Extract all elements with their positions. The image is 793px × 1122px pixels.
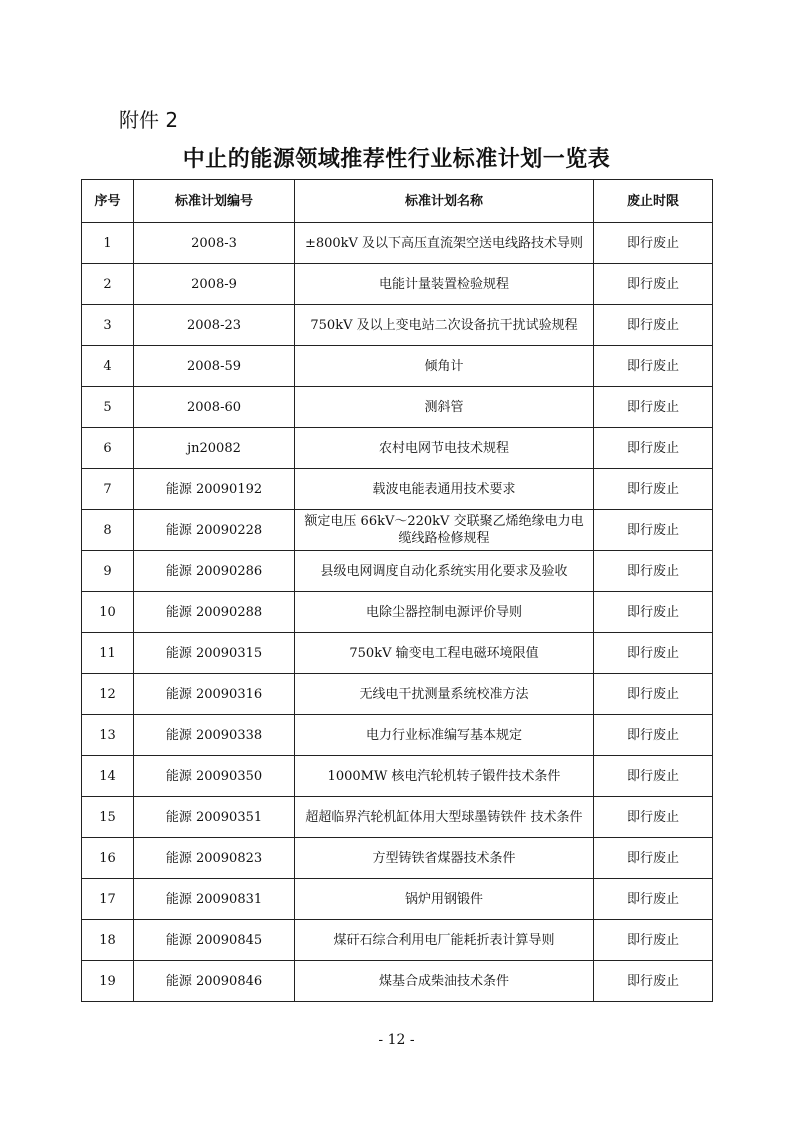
table-row [82,510,713,551]
cell-plan-name: 方型铸铁省煤器技术条件 [295,838,594,879]
cell-plan-name: 县级电网调度自动化系统实用化要求及验收 [295,551,594,592]
cell-plan-name: 煤矸石综合利用电厂能耗折表计算导则 [295,920,594,961]
cell-plan-number: 能源 20090286 [134,551,295,592]
cell-plan-name: 载波电能表通用技术要求 [295,469,594,510]
cell-plan-number: 2008-59 [134,346,295,387]
attachment-label: 附件 2 [119,108,179,132]
cell-serial: 2 [82,264,134,305]
cell-plan-number: 能源 20090846 [134,961,295,1002]
cell-serial: 11 [82,633,134,674]
cell-plan-number: 能源 20090316 [134,674,295,715]
cell-plan-number: 能源 20090831 [134,879,295,920]
cell-serial: 7 [82,469,134,510]
cell-serial: 9 [82,551,134,592]
table-row [82,592,713,633]
table-row [82,469,713,510]
cell-plan-number: 能源 20090350 [134,756,295,797]
cell-plan-number: 能源 20090351 [134,797,295,838]
cell-plan-number: 2008-60 [134,387,295,428]
table-row [82,223,713,264]
cell-serial: 8 [82,510,134,551]
cell-serial: 13 [82,715,134,756]
cell-plan-name: 750kV 及以上变电站二次设备抗干扰试验规程 [295,305,594,346]
cell-repeal-deadline: 即行废止 [594,756,713,797]
table-row [82,797,713,838]
cell-plan-number: 能源 20090338 [134,715,295,756]
cell-repeal-deadline: 即行废止 [594,264,713,305]
header-repeal-deadline: 废止时限 [594,180,713,223]
cell-repeal-deadline: 即行废止 [594,920,713,961]
cell-serial: 19 [82,961,134,1002]
cell-repeal-deadline: 即行废止 [594,961,713,1002]
cell-plan-name: 1000MW 核电汽轮机转子锻件技术条件 [295,756,594,797]
cell-plan-number: 能源 20090823 [134,838,295,879]
cell-plan-number: 能源 20090288 [134,592,295,633]
cell-serial: 1 [82,223,134,264]
cell-serial: 16 [82,838,134,879]
cell-plan-name: 煤基合成柴油技术条件 [295,961,594,1002]
cell-repeal-deadline: 即行废止 [594,469,713,510]
table-row [82,551,713,592]
table-row [82,387,713,428]
cell-plan-number: 2008-23 [134,305,295,346]
cell-repeal-deadline: 即行废止 [594,346,713,387]
cell-repeal-deadline: 即行废止 [594,387,713,428]
cell-serial: 10 [82,592,134,633]
header-plan-name: 标准计划名称 [295,180,594,223]
cell-serial: 12 [82,674,134,715]
table-row [82,264,713,305]
table-row [82,633,713,674]
header-serial: 序号 [82,180,134,223]
cell-serial: 17 [82,879,134,920]
cell-serial: 5 [82,387,134,428]
table-row [82,920,713,961]
cell-repeal-deadline: 即行废止 [594,592,713,633]
table-row [82,674,713,715]
table-row [82,715,713,756]
cell-repeal-deadline: 即行废止 [594,715,713,756]
cell-plan-number: jn20082 [134,428,295,469]
cell-repeal-deadline: 即行废止 [594,223,713,264]
table-row [82,305,713,346]
cell-repeal-deadline: 即行废止 [594,551,713,592]
table-row [82,838,713,879]
cell-plan-number: 能源 20090315 [134,633,295,674]
cell-repeal-deadline: 即行废止 [594,305,713,346]
cell-plan-name: 750kV 输变电工程电磁环境限值 [295,633,594,674]
cell-serial: 15 [82,797,134,838]
cell-plan-number: 2008-3 [134,223,295,264]
cell-repeal-deadline: 即行废止 [594,797,713,838]
cell-plan-number: 2008-9 [134,264,295,305]
table-row [82,961,713,1002]
table-row [82,346,713,387]
cell-repeal-deadline: 即行废止 [594,428,713,469]
cell-serial: 6 [82,428,134,469]
cell-repeal-deadline: 即行废止 [594,633,713,674]
cell-plan-name: 农村电网节电技术规程 [295,428,594,469]
cell-serial: 14 [82,756,134,797]
cell-plan-name: 电能计量装置检验规程 [295,264,594,305]
page-number: - 12 - [378,1032,415,1048]
table-row [82,428,713,469]
table-header-row [82,180,713,223]
cell-plan-number: 能源 20090192 [134,469,295,510]
document-title: 中止的能源领域推荐性行业标准计划一览表 [182,146,611,172]
table-row [82,879,713,920]
cell-plan-name: 无线电干扰测量系统校准方法 [295,674,594,715]
cell-repeal-deadline: 即行废止 [594,674,713,715]
cell-plan-name: 锅炉用钢锻件 [295,879,594,920]
cell-plan-number: 能源 20090228 [134,510,295,551]
cell-plan-name: 倾角计 [295,346,594,387]
cell-plan-name: 电除尘器控制电源评价导则 [295,592,594,633]
header-plan-number: 标准计划编号 [134,180,295,223]
cell-plan-name: 电力行业标准编写基本规定 [295,715,594,756]
cell-plan-name: 超超临界汽轮机缸体用大型球墨铸铁件 技术条件 [295,797,594,838]
cell-plan-number: 能源 20090845 [134,920,295,961]
cell-serial: 3 [82,305,134,346]
cell-repeal-deadline: 即行废止 [594,879,713,920]
cell-serial: 4 [82,346,134,387]
cell-serial: 18 [82,920,134,961]
table-row [82,756,713,797]
cell-repeal-deadline: 即行废止 [594,510,713,551]
table-body [82,223,713,1002]
cell-plan-name: 额定电压 66kV～220kV 交联聚乙烯绝缘电力电缆线路检修规程 [295,510,594,551]
standards-table [81,179,713,1002]
cell-plan-name: 测斜管 [295,387,594,428]
cell-repeal-deadline: 即行废止 [594,838,713,879]
cell-plan-name: ±800kV 及以下高压直流架空送电线路技术导则 [295,223,594,264]
